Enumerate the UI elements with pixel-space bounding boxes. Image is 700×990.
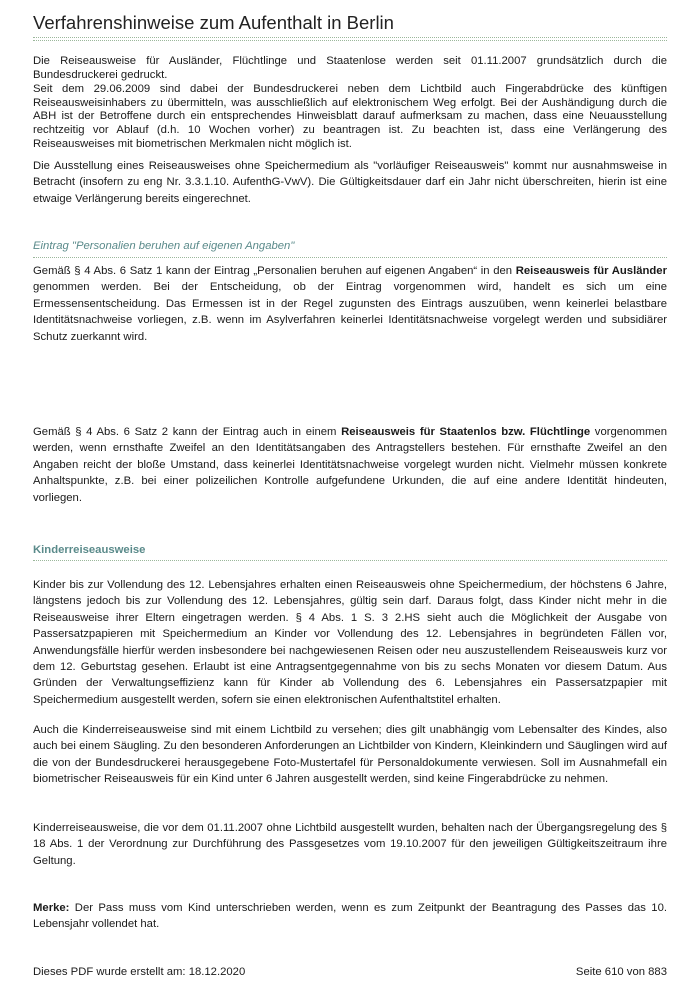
page-title: Verfahrenshinweise zum Aufenthalt in Berlin	[33, 12, 394, 33]
section-heading-personalien: Eintrag "Personalien beruhen auf eigenen Angaben"	[33, 240, 295, 252]
personalien-paragraph-1: Gemäß § 4 Abs. 6 Satz 1 kann der Eintrag „Personalien beruhen auf eigenen Angaben“ in den Reiseausweis für Ausländer genommen werden. Bei der Entscheidung, ob der Eintrag vorgenommen wird, handelt es sich um eine Ermessensentscheidung. Das Ermessen ist in der Regel zugunsten des Eintrags auszuüben, wenn keinerlei belastbare Identitätsnachweise vorliegen, z.B. wenn im Asylverfahren keinerlei Identitätsnachweise vorgelegt werden und subsidiärer Schutz zuerkannt wird.	[33, 265, 667, 343]
intro-paragraph-2: Seit dem 29.06.2009 sind dabei der Bundesdruckerei neben dem Lichtbild auch Fingerabdrücke des künftigen Reiseausweisinhabers zu übermitteln, was ausschließlich auf elektronischem Weg erfolgt. Bei der Aushändigung durch die ABH ist der Betroffene durch ein entsprechendes Hinweisblatt darauf aufmerksam zu machen, dass eine Neuausstellung rechtzeitig vor Ablauf (d.h. 10 Wochen vorher) zu beantragen ist. Zu beachten ist, dass eine Verlängerung des Reiseausweises mit biometrischen Merkmalen nicht möglich ist.	[33, 83, 667, 150]
kinder-paragraph-2: Auch die Kinderreiseausweise sind mit einem Lichtbild zu versehen; dies gilt unabhängig vom Lebensalter des Kindes, also auch bei einem Säugling. Zu den besonderen Anforderungen an Lichtbilder von Kindern, Kleinkindern und Säuglingen wird auf die von der Bundesdruckerei herausgegebene Foto-Mustertafel für Personaldokumente verwiesen. Soll im Ausnahmefall ein biometrischer Reiseausweis für ein Kind unter 6 Jahren ausgestellt werden, sind keine Fingerabdrücke zu nehmen.	[33, 724, 667, 786]
personalien-paragraph-2: Gemäß § 4 Abs. 6 Satz 2 kann der Eintrag auch in einem Reiseausweis für Staatenlos bzw. Flüchtlinge vorgenommen werden, wenn ernsthafte Zweifel an den Identitätsangaben des Antragstellers bestehen. Für ernsthafte Zweifel an den Angaben reicht der bloße Umstand, dass keinerlei Identitätsnachweise vorgelegt wurden nicht. Vielmehr müssen konkrete Anhaltspunkte, z.B. bei einer polizeilichen Kontrolle aufgefundene Urkunden, die auf eine andere Identität hindeuten, vorliegen.	[33, 426, 668, 504]
footer-created-date: Dieses PDF wurde erstellt am: 18.12.2020	[33, 966, 246, 978]
section-heading-kinder: Kinderreiseausweise	[33, 544, 146, 556]
intro-paragraph-1: Die Reiseausweise für Ausländer, Flüchtlinge und Staatenlose werden seit 01.11.2007 grundsätzlich durch die Bundesdruckerei gedruckt.	[33, 55, 667, 81]
kinder-paragraph-3: Kinderreiseausweise, die vor dem 01.11.2007 ohne Lichtbild ausgestellt wurden, behalten nach der Übergangsregelung des § 18 Abs. 1 der Verordnung zur Durchführung des Passgesetzes vom 19.10.2007 für den jeweiligen Gültigkeitszeitraum ihre Geltung.	[33, 822, 667, 867]
intro-paragraph-3: Die Ausstellung eines Reiseausweises ohne Speichermedium als "vorläufiger Reiseausweis" kommt nur ausnahmsweise in Betracht (insofern zu eng Nr. 3.3.1.10. AufenthG-VwV). Die Gültigkeitsdauer darf ein Jahr nicht überschreiten, hierin ist eine etwaige Verlängerung bereits eingerechnet.	[33, 160, 667, 205]
title-divider-second	[33, 40, 667, 41]
kinder-paragraph-1: Kinder bis zur Vollendung des 12. Lebensjahres erhalten einen Reiseausweis ohne Speichermedium, der höchstens 6 Jahre, längstens jedoch bis zur Vollendung des 12. Lebensjahres, gültig sein darf. Daraus folgt, dass Kinder nicht mehr in die Reiseausweise ihrer Eltern eingetragen werden. § 4 Abs. 1 S. 3 2.HS sieht auch die Möglichkeit der Ausgabe von Passersatzpapieren mit Speichermedium an Kinder vor Vollendung des 12. Lebensjahres in begründeten Fällen vor, Anwendungsfälle hierfür werden insbesondere bei nachgewiesenen Reisen oder neu auszustellendem Reiseausweis kurz vor dem 12. Geburtstag gesehen. Erlaubt ist eine Antragsentgegennahme von bis zu sechs Monaten vor diesem Datum. Aus Gründen der Verwaltungseffizienz kann für Kinder ab Vollendung des 6. Lebensjahres ein Passersatzpapier mit Speichermedium ausgestellt werden, sofern sie einen elektronischen Aufenthaltstitel erhalten.	[33, 579, 667, 706]
merke-note: Merke: Der Pass muss vom Kind unterschrieben werden, wenn es zum Zeitpunkt der Beantragung des Passes das 10. Lebensjahr vollendet hat.	[33, 902, 667, 931]
section-divider-personalien	[33, 257, 667, 258]
title-divider	[33, 37, 667, 38]
footer-page-number: Seite 610 von 883	[575, 966, 667, 978]
section-divider-kinder	[33, 560, 667, 561]
